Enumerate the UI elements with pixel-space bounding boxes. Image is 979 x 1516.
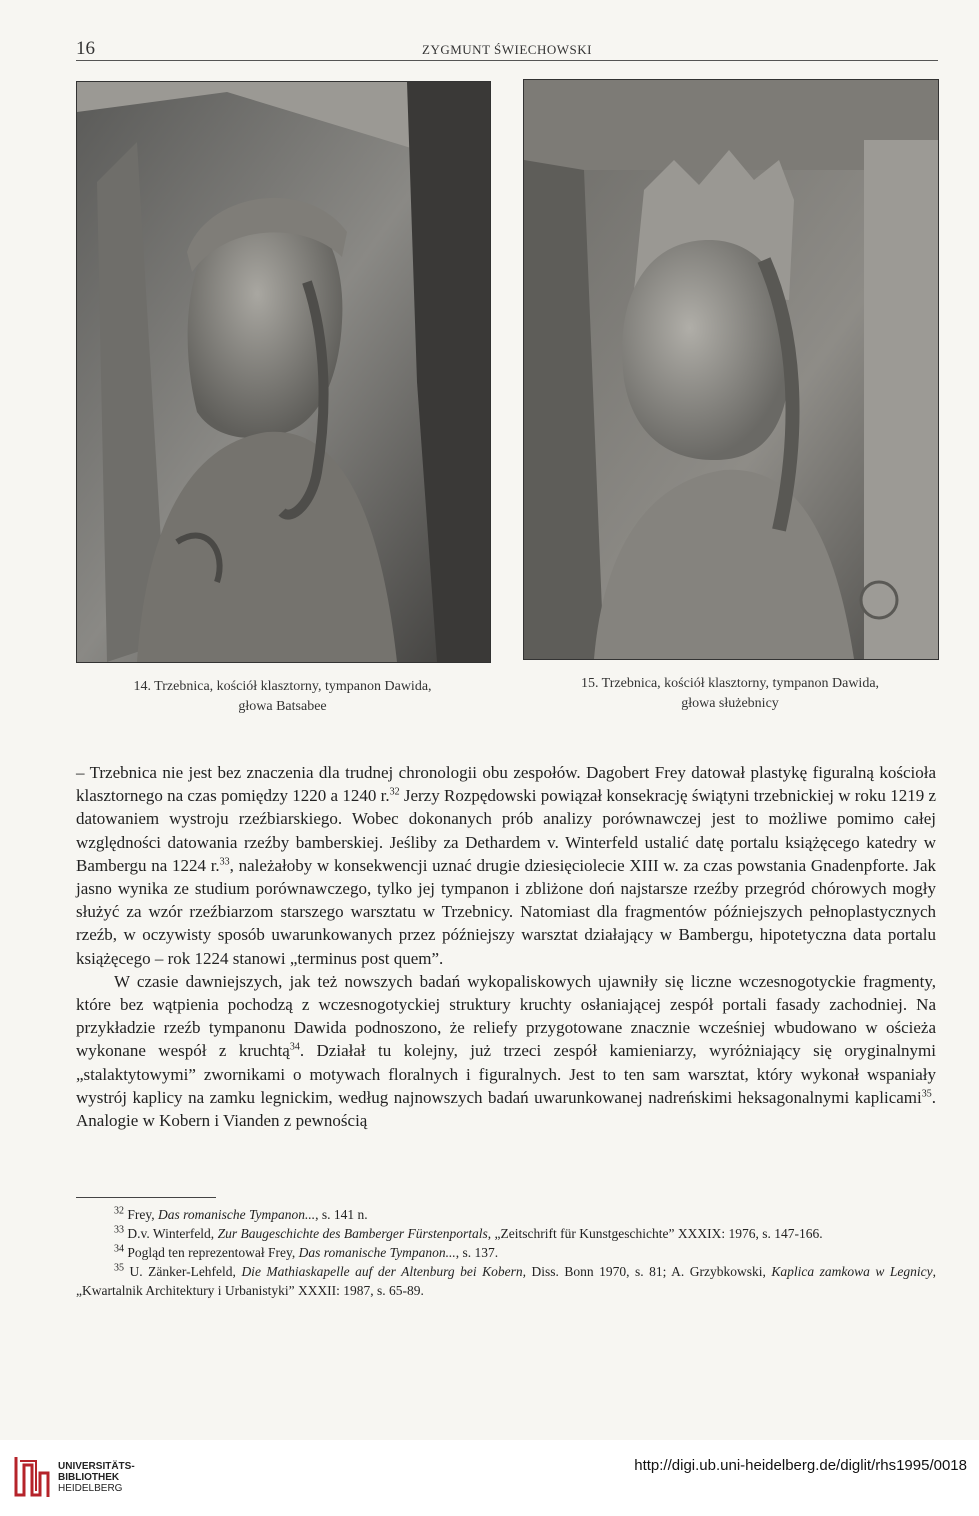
caption-line: 14. Trzebnica, kościół klasztorny, tympanon Dawida, (133, 679, 432, 694)
paragraph: – Trzebnica nie jest bez znaczenia dla trudnej chronologii obu zespołów. Dagobert Frey datował plastykę figuralną kościoła klasztornego na czas pomiędzy 1220 a 1240 r.$^{32}$ Jerzy Rozpędowski powiązał konsekrację świątyni trzebnickiej w roku 1219 z datowaniem wystroju rzeźbiarskiego. Wobec dokonanych prób analizy porównawczej jest to możliwe pomimo całej względności datowania rzeźby bamberskiej. Jeśliby za Dethardem v. Winterfeld ustalić datę portalu książęcego katedry w Bambergu na 1224 r.$^{33}$, należałoby w konsekwencji uznać drugie dziesięciolecie XIII w. za czas powstania Gnadenpforte. Jak jasno wynika ze studium porównawczego, tylko jej tympanon i zbliżone doń najstarsze rzeźby przegród chórowych mogły służyć za wzór rzeźbiarzom starszego warsztatu w Trzebnicy. Natomiast dla fragmentów późniejszych pełnoplastycznych rzeźb, w oczywisty sposób uwarunkowanych przez późniejszy warsztat działający w Bambergu, hipotetyczna data portalu książęcego – rok 1224 stanowi „terminus post quem”. (76, 763, 937, 968)
footnote-ref[interactable]: 32 (389, 786, 400, 798)
page-header (76, 38, 938, 60)
footnote-ref[interactable]: 35 (921, 1088, 932, 1100)
caption-line: 15. Trzebnica, kościół klasztorny, tympanon Dawida, (580, 676, 880, 691)
body-text (76, 761, 936, 1132)
footnote-ref[interactable]: 34 (289, 1041, 300, 1053)
footnote: $^{34}$ Pogląd ten reprezentował Frey, Das romanische Tympanon..., s. 137. (114, 1243, 499, 1260)
digitization-footer (0, 1440, 979, 1516)
footnote: $^{32}$ Frey, Das romanische Tympanon..., s. 141 n. (114, 1205, 368, 1222)
footnote-ref[interactable]: 33 (219, 856, 230, 868)
caption-line: głowa służebnicy (681, 696, 779, 711)
figure-14-caption (76, 677, 489, 717)
running-head: ZYGMUNT ŚWIECHOWSKI (422, 42, 592, 57)
figure-15-photo (523, 79, 939, 660)
header-rule (76, 60, 938, 61)
library-name: UNIVERSITÄTS- BIBLIOTHEK HEIDELBERG (58, 1461, 135, 1494)
footnotes (76, 1205, 936, 1300)
footnote: $^{33}$ D.v. Winterfeld, Zur Baugeschichte des Bamberger Fürstenportals, „Zeitschrift für Kunstgeschichte” XXXIX: 1976, s. 147-166. (114, 1224, 823, 1241)
figure-15-caption (523, 674, 937, 714)
page-number: 16 (76, 38, 95, 59)
paragraph: W czasie dawniejszych, jak też nowszych badań wykopaliskowych ujawniły się liczne wczesnogotyckie fragmenty, które bez wątpienia pochodzą z wczesnogotyckiej struktury kruchty osłaniającej zespół portali fasady zachodniej. Na przykładzie rzeźb tympanonu Dawida podnoszono, że reliefy przygotowane znacznie wcześniej wbudowano w ościeża wykonane wespół z kruchtą$^{34}$. Działał tu kolejny, już trzeci zespół kamieniarzy, wyróżniający się oryginalnymi „stalaktytowymi” zwornikami o motywach floralnych i figuralnych. Jest to ten sam warsztat, który wykonał wspaniały wystrój kaplicy na zamku legnickim, według najnowszych badań uwarunkowanej nadreńskimi heksagonalnymi kaplicami$^{35}$. Analogie w Kobern i Vianden z pewnością (76, 971, 936, 1131)
footnote: $^{35}$ U. Zänker-Lehfeld, Die Mathiaskapelle auf der Altenburg bei Kobern, Diss. Bonn 1970, s. 81; A. Grzybkowski, Kaplica zamkowa w Legnicy, „Kwartalnik Architektury i Urbanistyki” XXXII: 1987, s. 65-89. (76, 1262, 936, 1298)
source-url-link[interactable]: http://digi.ub.uni-heidelberg.de/diglit/rhs1995/0018 (634, 1457, 967, 1474)
figure-14-photo (76, 81, 491, 663)
footnote-rule (76, 1197, 216, 1198)
caption-line: głowa Batsabee (238, 699, 327, 714)
library-logo-icon (12, 1455, 52, 1504)
